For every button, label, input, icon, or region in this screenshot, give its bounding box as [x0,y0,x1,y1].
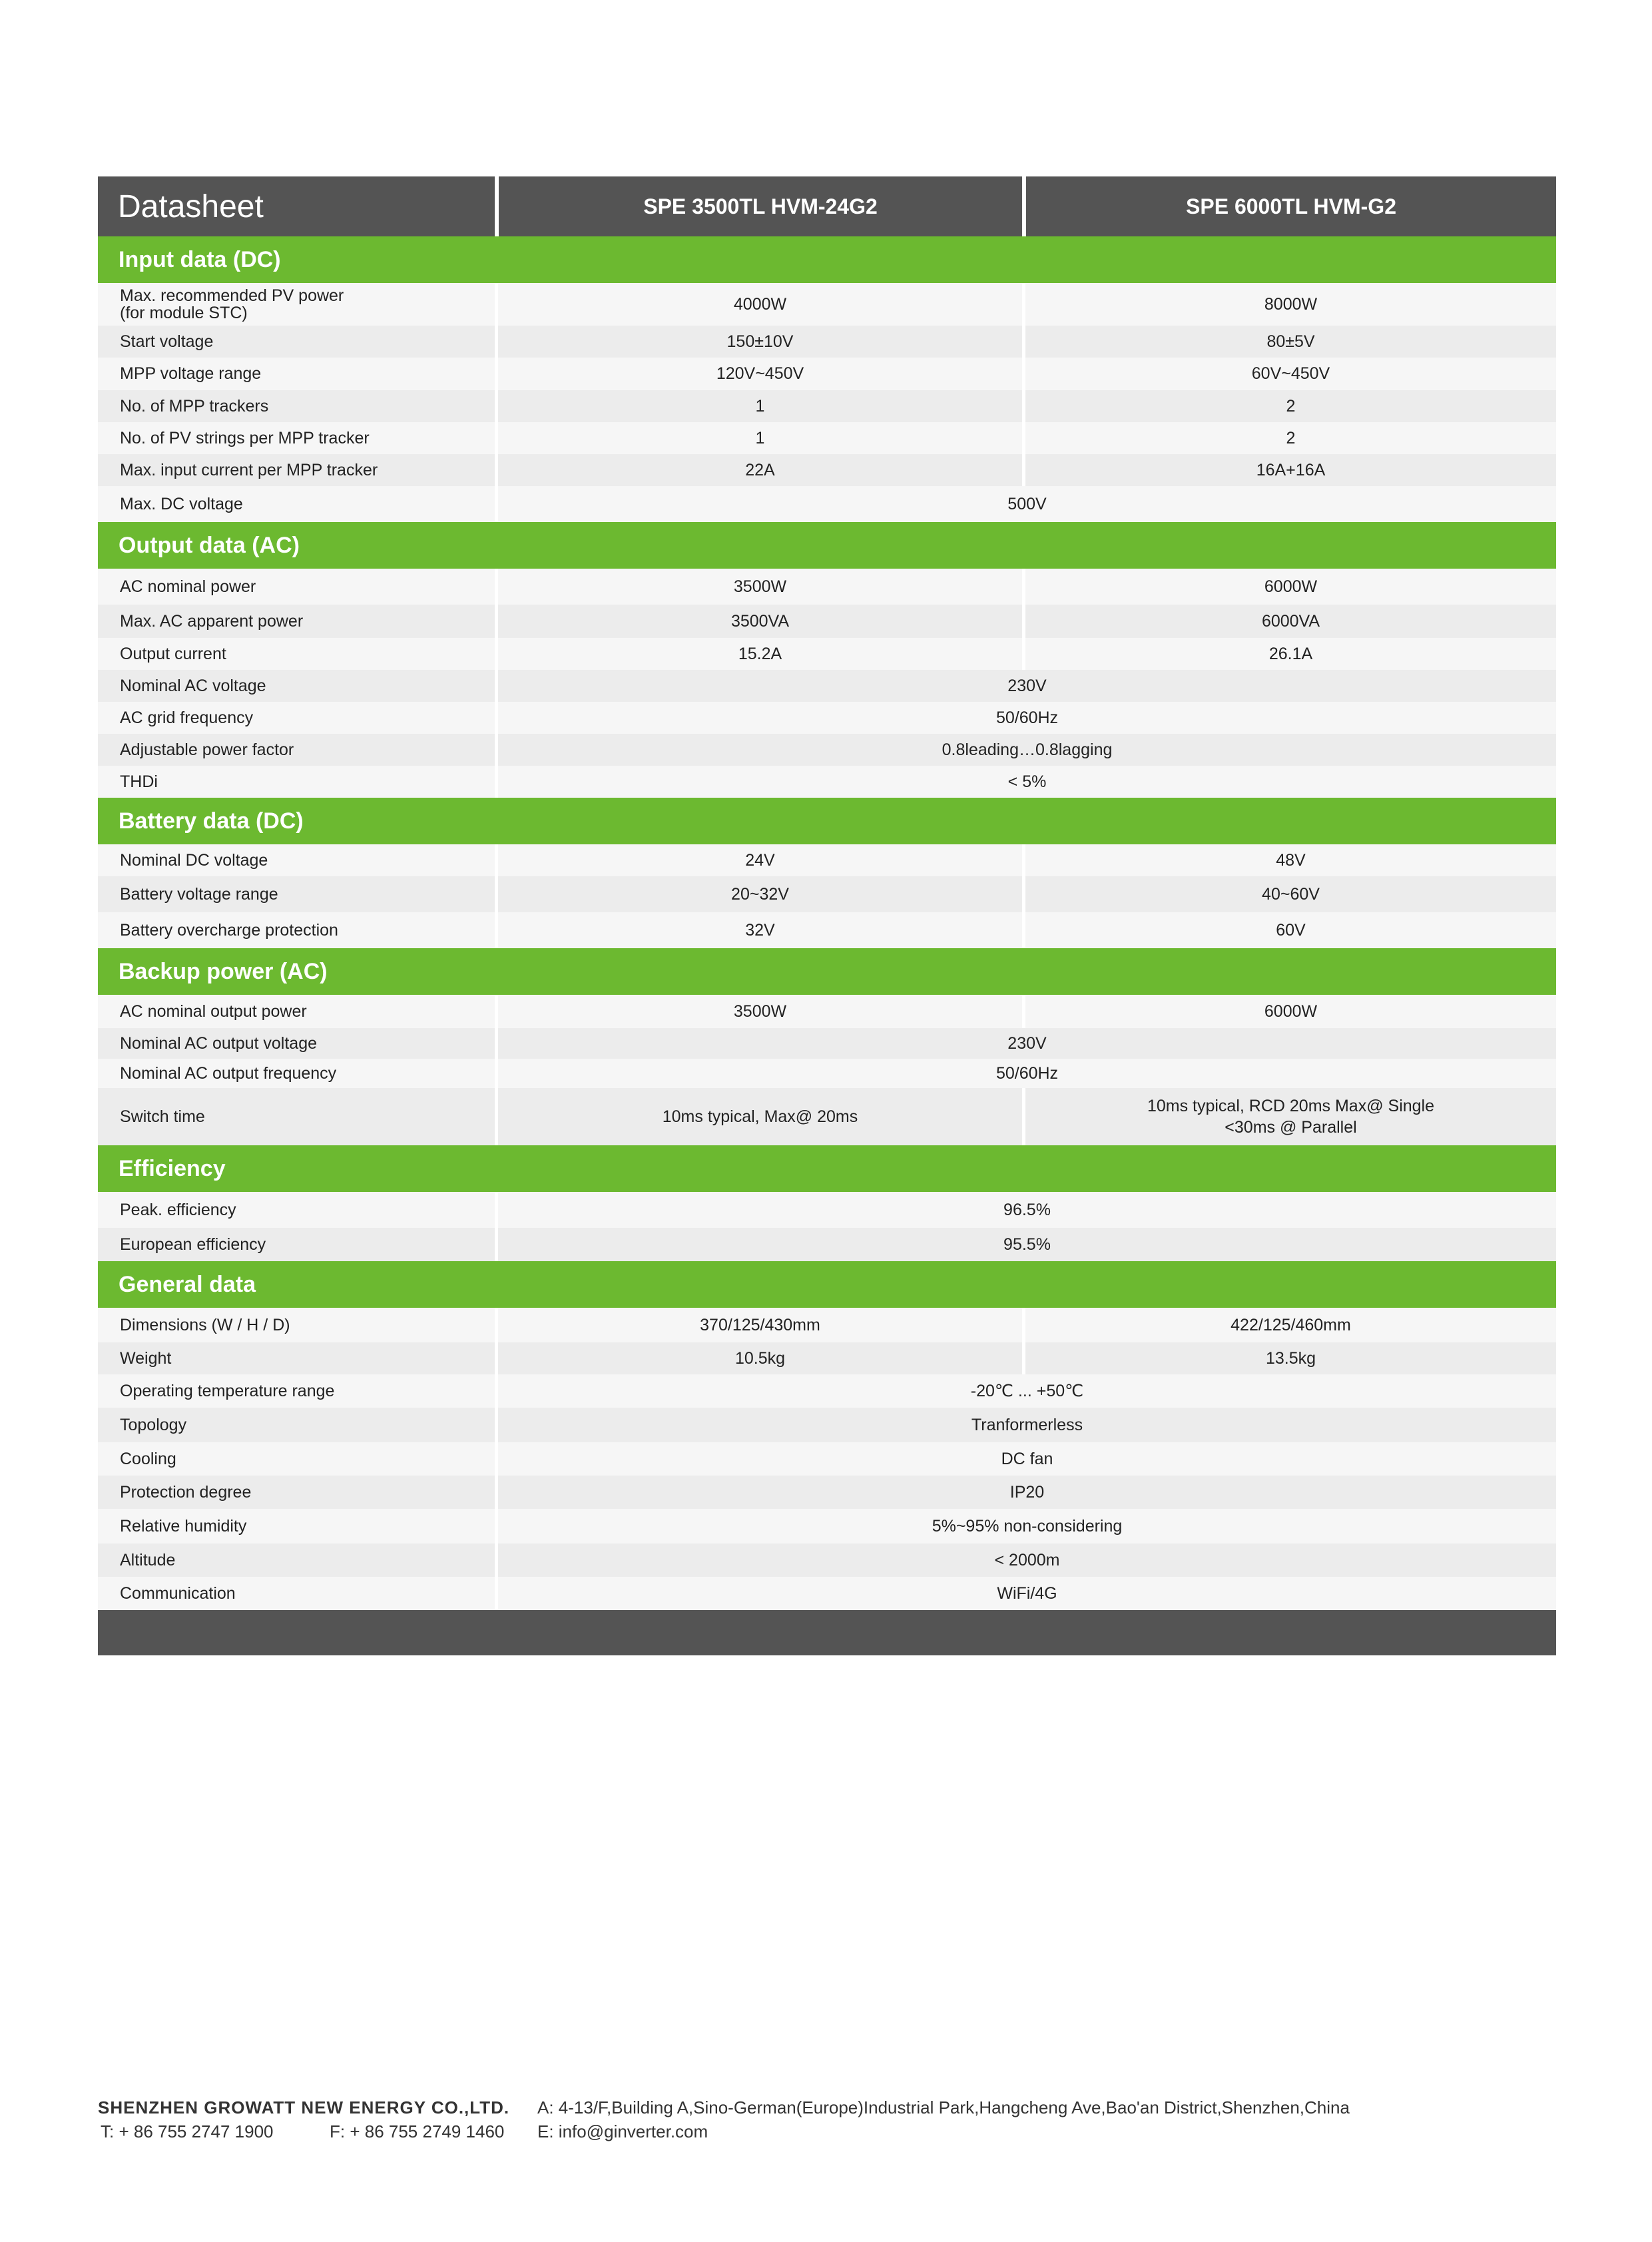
spec-value-model-b: 40~60V [1022,876,1556,912]
spec-label: Battery voltage range [120,884,278,904]
spec-value-model-a: 1 [495,390,1022,422]
spec-value-model-a: 370/125/430mm [495,1308,1022,1342]
spec-label: Adjustable power factor [120,740,294,759]
table-row [98,1442,1556,1476]
spec-value-shared: 50/60Hz [495,1059,1556,1088]
spec-value-model-b: 10ms typical, RCD 20ms Max@ Single <30ms @ Parallel [1022,1088,1556,1145]
table-header [98,176,1556,236]
spec-label: Max. input current per MPP tracker [120,460,378,479]
spec-value-model-a: 120V~450V [495,358,1022,390]
table-row [98,283,1556,326]
fax-number: F: + 86 755 2749 1460 [330,2121,505,2141]
spec-value-shared: DC fan [495,1442,1556,1476]
datasheet-table [98,176,1556,1655]
spec-value-shared: -20℃ ... +50℃ [495,1374,1556,1408]
spec-value-model-b: 16A+16A [1022,454,1556,486]
spec-value-model-b: 8000W [1022,283,1556,326]
model-b-heading: SPE 6000TL HVM-G2 [1022,176,1556,236]
section-heading: General data [98,1261,1556,1308]
table-row [98,1374,1556,1408]
spec-label: Protection degree [120,1482,252,1502]
table-row [98,995,1556,1028]
spec-value-model-b: 13.5kg [1022,1342,1556,1374]
table-row [98,1228,1556,1261]
spec-label: Nominal AC output frequency [120,1063,337,1083]
table-row [98,422,1556,454]
table-footer-bar [98,1610,1556,1655]
spec-value-model-b: 6000W [1022,995,1556,1028]
spec-label: Topology [120,1415,187,1434]
table-row [98,702,1556,734]
spec-label: No. of MPP trackers [120,396,269,416]
table-row [98,569,1556,605]
table-row [98,1192,1556,1228]
spec-value-model-a: 1 [495,422,1022,454]
spec-label: European efficiency [120,1235,266,1254]
spec-label: Max. DC voltage [120,494,243,513]
spec-label: Start voltage [120,332,214,351]
spec-value-shared: < 5% [495,766,1556,798]
spec-label: Weight [120,1348,172,1368]
table-row [98,1476,1556,1509]
spec-label: Operating temperature range [120,1381,335,1400]
spec-label: Communication [120,1583,236,1603]
spec-value-model-b: 2 [1022,422,1556,454]
spec-value-model-a: 10.5kg [495,1342,1022,1374]
section-heading: Battery data (DC) [98,798,1556,844]
spec-value-model-b: 6000W [1022,569,1556,605]
spec-label: AC nominal power [120,577,256,596]
spec-value-shared: 230V [495,670,1556,702]
table-row [98,1408,1556,1442]
table-row [98,454,1556,486]
spec-label: Nominal DC voltage [120,850,268,870]
table-row [98,1577,1556,1610]
spec-value-shared: 0.8leading…0.8lagging [495,734,1556,766]
section-heading: Output data (AC) [98,522,1556,569]
spec-value-model-b: 26.1A [1022,638,1556,670]
spec-value-model-a: 20~32V [495,876,1022,912]
spec-label: Battery overcharge protection [120,920,338,940]
model-a-heading: SPE 3500TL HVM-24G2 [495,176,1022,236]
spec-value-shared: IP20 [495,1476,1556,1509]
table-row [98,1308,1556,1342]
spec-value-shared: 500V [495,486,1556,522]
table-row [98,1028,1556,1059]
table-row [98,1088,1556,1145]
spec-value-model-a: 3500W [495,569,1022,605]
table-row [98,638,1556,670]
table-row [98,876,1556,912]
spec-value-model-a: 150±10V [495,326,1022,358]
spec-value-shared: 50/60Hz [495,702,1556,734]
table-row [98,1543,1556,1577]
spec-label: AC nominal output power [120,1001,307,1021]
spec-value-model-a: 3500W [495,995,1022,1028]
spec-label: Switch time [120,1107,205,1126]
table-row [98,390,1556,422]
table-row [98,326,1556,358]
spec-label: AC grid frequency [120,708,254,727]
spec-value-model-a: 22A [495,454,1022,486]
spec-value-model-a: 4000W [495,283,1022,326]
spec-label: No. of PV strings per MPP tracker [120,428,370,447]
table-row [98,766,1556,798]
spec-value-model-a: 15.2A [495,638,1022,670]
table-row [98,844,1556,876]
spec-label: Relative humidity [120,1516,247,1536]
spec-value-shared: WiFi/4G [495,1577,1556,1610]
table-row [98,1342,1556,1374]
table-row [98,605,1556,638]
spec-value-shared: < 2000m [495,1543,1556,1577]
spec-label: THDi [120,772,158,791]
table-row [98,358,1556,390]
spec-value-model-b: 60V~450V [1022,358,1556,390]
datasheet-title: Datasheet [118,188,264,224]
spec-value-shared: 5%~95% non-considering [495,1509,1556,1543]
spec-label: Nominal AC voltage [120,676,266,695]
table-row [98,734,1556,766]
table-row [98,1509,1556,1543]
spec-sections [98,236,1556,1610]
table-row [98,1059,1556,1088]
section-heading: Input data (DC) [98,236,1556,283]
spec-value-shared: 95.5% [495,1228,1556,1261]
spec-label: Altitude [120,1550,176,1569]
spec-value-shared: 96.5% [495,1192,1556,1228]
spec-value-model-a: 10ms typical, Max@ 20ms [495,1088,1022,1145]
spec-value-model-a: 3500VA [495,605,1022,638]
spec-value-shared: Tranformerless [495,1408,1556,1442]
email-address: E: info@ginverter.com [537,2121,708,2141]
spec-label: Cooling [120,1449,176,1468]
company-name: SHENZHEN GROWATT NEW ENERGY CO.,LTD. [98,2098,510,2117]
table-row [98,670,1556,702]
spec-label: Output current [120,644,226,663]
spec-value-model-a: 24V [495,844,1022,876]
spec-label: Max. AC apparent power [120,611,304,631]
section-heading: Efficiency [98,1145,1556,1192]
section-heading: Backup power (AC) [98,948,1556,995]
spec-value-model-b: 2 [1022,390,1556,422]
spec-label: MPP voltage range [120,364,262,384]
spec-label: Peak. efficiency [120,1200,236,1219]
table-row [98,912,1556,948]
spec-value-shared: 230V [495,1028,1556,1059]
spec-label: Dimensions (W / H / D) [120,1315,290,1334]
phone-number: T: + 86 755 2747 1900 [101,2121,274,2141]
spec-label: Nominal AC output voltage [120,1033,318,1053]
spec-value-model-b: 422/125/460mm [1022,1308,1556,1342]
spec-value-model-b: 60V [1022,912,1556,948]
spec-label: Max. recommended PV power (for module STC) [120,286,344,322]
spec-value-model-b: 48V [1022,844,1556,876]
spec-value-model-a: 32V [495,912,1022,948]
spec-value-model-b: 80±5V [1022,326,1556,358]
company-address: A: 4-13/F,Building A,Sino-German(Europe)Industrial Park,Hangcheng Ave,Bao'an District,Shenzhen,China [537,2098,1350,2117]
spec-value-model-b: 6000VA [1022,605,1556,638]
table-row [98,486,1556,522]
